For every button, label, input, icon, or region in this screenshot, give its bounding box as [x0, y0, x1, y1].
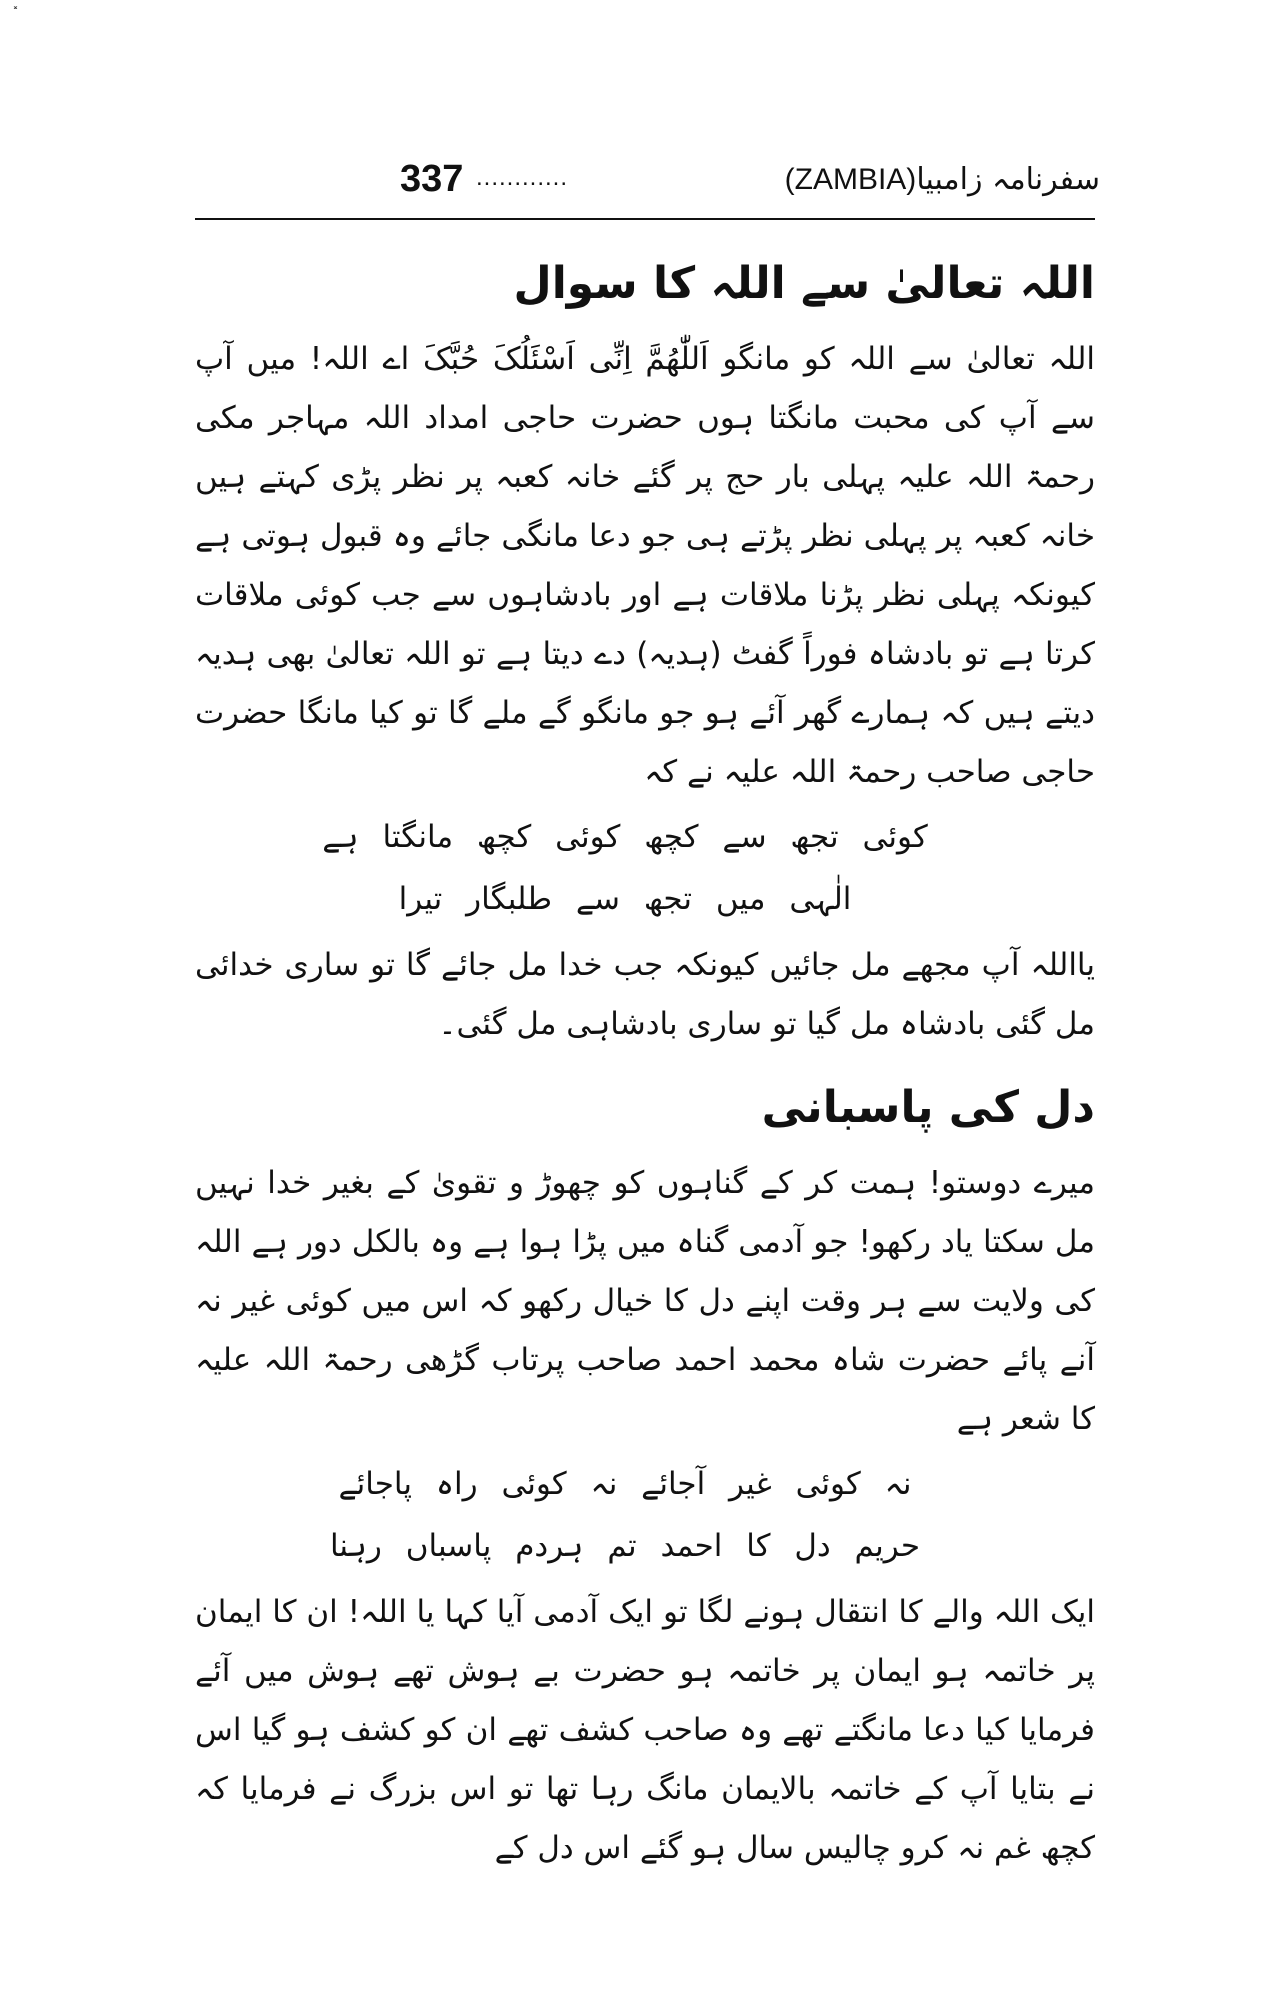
page-number: 337	[400, 158, 464, 200]
page-body	[195, 230, 1095, 1878]
running-title-latin: (ZAMBIA)	[784, 163, 917, 196]
paragraph: یااللہ آپ مجھے مل جائیں کیونکہ جب خدا مل جائے گا تو ساری خدائی مل گئی بادشاہ مل گیا تو ساری بادشاہی مل گئی۔	[195, 947, 1095, 1042]
section-heading: اللہ تعالیٰ سے اللہ کا سوال	[513, 258, 1095, 309]
running-title	[785, 162, 1100, 197]
running-title-urdu: سفرنامہ زامبیا	[916, 162, 1100, 197]
paragraph: ایک اللہ والے کا انتقال ہونے لگا تو ایک آدمی آیا کہا یا اللہ! ان کا ایمان پر خاتمہ ہو ایمان پر خاتمہ ہو حضرت بے ہوش تھے ہوش میں آئے فرمایا کیا دعا مانگتے تھے وہ صاحب کشف تھے ان کو کشف ہو گیا اس نے بتایا آپ کے خاتمہ بالایمان مانگ رہا تھا تو اس بزرگ نے فرمایا کہ کچھ غم نہ کرو چالیس سال ہو گئے اس دل کے	[195, 1594, 1095, 1866]
verse-line: نہ کوئی غیر آجائے نہ کوئی راہ پاجائے	[338, 1466, 912, 1502]
section-dil-ki-pasbani	[195, 1076, 1095, 1878]
paragraph: اللہ تعالیٰ سے اللہ کو مانگو اَللّٰھُمَّ اِنِّی اَسْئَلُکَ حُبَّکَ اے اللہ! میں آپ سے آپ کی محبت مانگتا ہوں حضرت حاجی امداد اللہ مہاجر مکی رحمۃ اللہ علیہ پہلی بار حج پر گئے خانہ کعبہ پر نظر پڑی کہتے ہیں خانہ کعبہ پر پہلی نظر پڑتے ہی جو دعا مانگی جائے وہ قبول ہوتی ہے کیونکہ پہلی نظر پڑنا ملاقات ہے اور بادشاہوں سے جب کوئی ملاقات کرتا ہے تو بادشاہ فوراً گفٹ (ہدیہ) دے دیتا ہے تو اللہ تعالیٰ بھی ہدیہ دیتے ہیں کہ ہمارے گھر آئے ہو جو مانگو گے ملے گا تو کیا مانگا حضرت حاجی صاحب رحمۃ اللہ علیہ نے کہ	[195, 341, 1095, 790]
scan-mark: ˟	[12, 6, 19, 22]
verse-block	[195, 1453, 1095, 1577]
verse-block	[195, 806, 1095, 930]
header-rule	[195, 218, 1095, 220]
verse-line: الٰہی میں تجھ سے طلبگار تیرا	[398, 881, 852, 917]
verse-line: کوئی تجھ سے کچھ کوئی کچھ مانگتا ہے	[322, 819, 928, 855]
header-leader-dots: ............	[476, 164, 569, 191]
section-allah-ka-sawal	[195, 252, 1095, 1054]
verse-line: حریم دل کا احمد تم ہردم پاسباں رہنا	[329, 1528, 921, 1564]
paragraph: میرے دوستو! ہمت کر کے گناہوں کو چھوڑ و تقویٰ کے بغیر خدا نہیں مل سکتا یاد رکھو! جو آدمی گناہ میں پڑا ہوا ہے وہ بالکل دور ہے اللہ کی ولایت سے ہر وقت اپنے دل کا خیال رکھو کہ اس میں کوئی غیر نہ آنے پائے حضرت شاہ محمد احمد صاحب پرتاب گڑھی رحمۃ اللہ علیہ کا شعر ہے	[195, 1165, 1095, 1437]
page-header	[380, 158, 1100, 204]
section-heading: دل کی پاسبانی	[761, 1082, 1095, 1133]
